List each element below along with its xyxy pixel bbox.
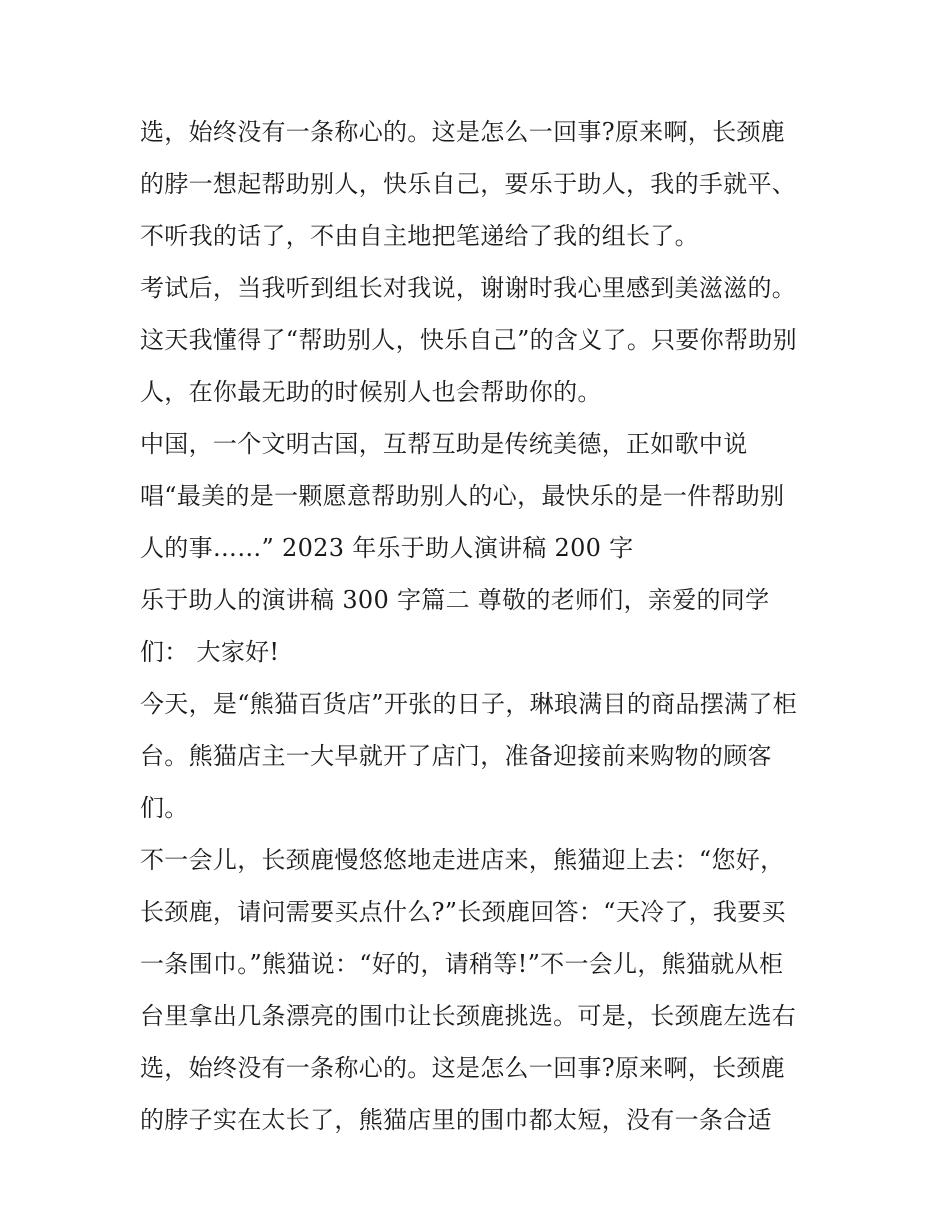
text-line: 中国，一个文明古国，互帮互助是传统美德，正如歌中说 — [140, 430, 748, 458]
text-line: 的脖子实在太长了，熊猫店里的围巾都太短，没有一条合适 — [140, 1106, 772, 1134]
text-line: 人的事……” 2023 年乐于助人演讲稿 200 字 — [140, 534, 634, 562]
text-line: 今天，是“熊猫百货店”开张的日子，琳琅满目的商品摆满了柜 — [140, 690, 797, 718]
text-line: 考试后，当我听到组长对我说，谢谢时我心里感到美滋滋的。 — [140, 274, 797, 302]
text-line: 长颈鹿，请问需要买点什么?”长颈鹿回答：“天冷了，我要买 — [140, 898, 786, 926]
text-line: 唱“最美的是一颗愿意帮助别人的心，最快乐的是一件帮助别 — [140, 482, 785, 510]
text-line: 选，始终没有一条称心的。这是怎么一回事?原来啊，长颈鹿 — [140, 1054, 785, 1082]
text-line: 人，在你最无助的时候别人也会帮助你的。 — [140, 378, 602, 406]
document-body — [140, 106, 820, 1146]
text-line: 的脖一想起帮助别人，快乐自己，要乐于助人，我的手就平、 — [140, 170, 797, 198]
text-line: 们： 大家好! — [140, 638, 280, 666]
text-line: 台里拿出几条漂亮的围巾让长颈鹿挑选。可是，长颈鹿左选右 — [140, 1002, 797, 1030]
text-line: 们。 — [140, 794, 189, 822]
text-line: 这天我懂得了“帮助别人，快乐自己”的含义了。只要你帮助别 — [140, 326, 797, 354]
text-line: 一条围巾。”熊猫说：“好的，请稍等!”不一会儿，熊猫就从柜 — [140, 950, 784, 978]
text-line: 不听我的话了，不由自主地把笔递给了我的组长了。 — [140, 222, 699, 250]
text-line: 选，始终没有一条称心的。这是怎么一回事?原来啊，长颈鹿 — [140, 118, 785, 146]
text-line: 乐于助人的演讲稿 300 字篇二 尊敬的老师们，亲爱的同学 — [140, 586, 770, 614]
text-line: 台。熊猫店主一大早就开了店门，准备迎接前来购物的顾客 — [140, 742, 772, 770]
text-line: 不一会儿，长颈鹿慢悠悠地走进店来，熊猫迎上去：“您好， — [140, 846, 785, 874]
